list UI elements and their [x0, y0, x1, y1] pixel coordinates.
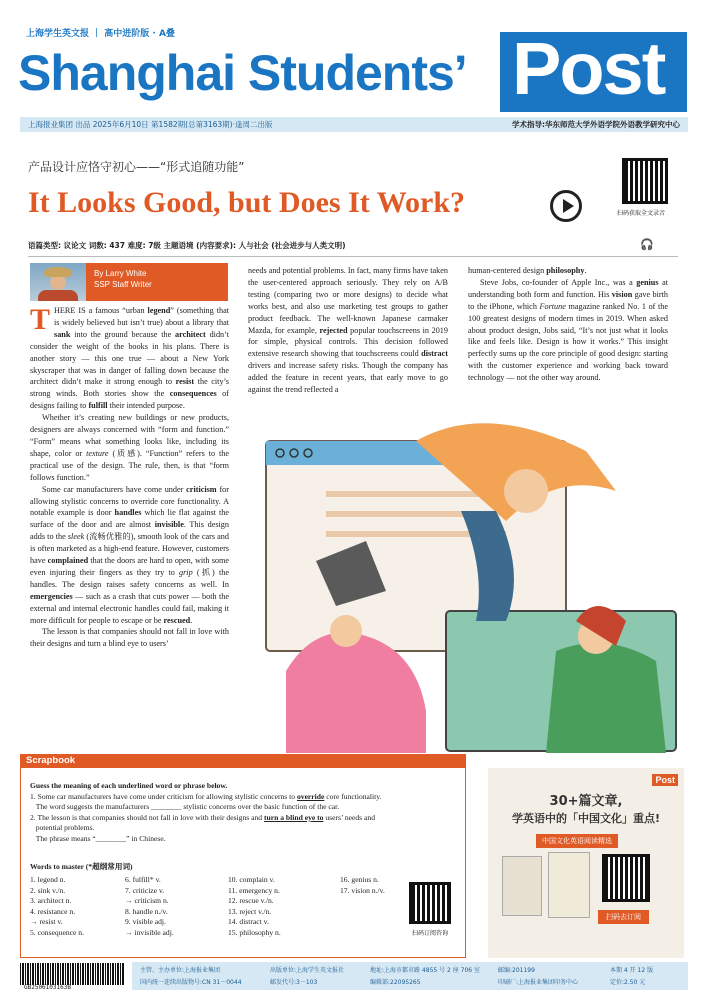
scrapbook-instruction: Guess the meaning of each underlined word or phrase below.: [30, 781, 228, 790]
subscribe-qr-label: 扫码订阅咨询: [412, 930, 449, 937]
play-audio-icon[interactable]: [550, 190, 582, 222]
scrapbook-exercise: Guess the meaning of each underlined word or phrase below. 1. Some car manufacturers have come under criticism for allowing stylistic concerns to override core functionality. The word suggests the manufacturers ________ stylistic concerns over the basic function of the car. 2. The lesson is that companies should not fall in love with their designs and turn a blind eye to users’ needs and potential problems. The phrase means “________” in Chinese.: [30, 781, 460, 845]
ad-qr-code[interactable]: [602, 854, 650, 902]
advertisement[interactable]: [488, 768, 684, 958]
words-column-3: 10. complain v. 11. emergency n. 12. rescue v./n. 13. reject v./n. 14. distract v. 15. philosophy n.: [228, 875, 281, 937]
words-column-4: 16. genius n. 17. vision n./v.: [340, 875, 385, 895]
headphones-icon[interactable]: 🎧: [640, 238, 654, 251]
author-photo: [30, 263, 86, 301]
issue-info: 上海报业集团 出品 2025年6月10日 第1582期(总第3163期)·逢周二出版: [28, 120, 273, 129]
article-meta: 语篇类型: 议论文 词数: 437 难度: 7级 主题语境 (内容要求): 人与社会 (社会进步与人类文明): [28, 241, 346, 250]
divider: [28, 256, 678, 257]
article-kicker: 产品设计应恪守初心——“形式追随功能”: [28, 160, 245, 174]
masthead-top-line: 上海学生英文报 ｜ 高中进阶版 · A叠: [26, 29, 175, 39]
academic-guidance: 学术指导:华东师范大学外语学院外语教学研究中心: [512, 120, 680, 129]
ad-line-2: 学英语中的「中国文化」重点!: [511, 812, 660, 825]
barcode: [20, 963, 124, 985]
words-column-2: 6. fulfill* v. 7. criticize v. → criticism n. 8. handle n./v. 9. visible adj. → invisible adj.: [125, 875, 174, 937]
byline-role: SSP Staff Writer: [94, 280, 152, 289]
barcode-number: GB2506103163B: [24, 984, 71, 991]
article-illustration: [256, 421, 688, 753]
ad-line-1: 30+篇文章,: [549, 794, 623, 809]
article-column-3: human-centered design philosophy. Steve Jobs, co-founder of Apple Inc., was a genius at understanding both form and function. His vision gave birth to the iPhone, which Fortune magazine ranked No. 1 of the 100 greatest designs of modern times in 2019. When asked about product design, Jobs said, “It’s not just what it looks like and feels like. Design is how it works.” This insight perfectly sums up the core principle of good design: starting with the customer experience and working back toward technology — not the other way around.: [468, 266, 669, 383]
words-title: Words to master (*超纲常用词): [30, 862, 133, 871]
article-column-2: needs and potential problems. In fact, many firms have taken the user-centered approach seriously. They rely on A/B testing (comparing two or more designs) to decide what works best, and also use marketing test groups to gather product feedback. The well-known Japanese carmaker Mazda, for example, rejected popular touchscreens in 2019 for simple, physical controls. This decision followed extensive research showing that touchscreens could distract drivers and increase safety risks. Though the company has added the feature in recent years, that early move to go against the trend reflected a: [248, 266, 448, 395]
masthead-post: Post: [512, 27, 665, 110]
ad-banner: 中国文化英语阅读精选: [536, 834, 618, 848]
subscribe-qr-code[interactable]: [409, 882, 451, 924]
footer-info: 主管、主办单位:上海报业集团 国内统一连续出版物号:CN 31－0044 出版单位:上海学生英文报社 邮发代号:3－103 地址:上海市都市路 4855 号 2 座 706 室 编辑部:22095265 邮编:201199 印刷厂:上海报业集团印务中心 本期 4 开 12 版 定价:2.50 元: [132, 962, 688, 990]
issue-info-bar: [20, 117, 688, 132]
audio-qr-code[interactable]: [622, 158, 668, 204]
byline-name: By Larry White: [94, 269, 147, 278]
ad-book-2: [548, 852, 590, 918]
ad-cta[interactable]: 扫码去订阅: [598, 910, 649, 924]
scrapbook-header: Scrapbook: [20, 754, 466, 768]
article-column-1: THERE IS a famous “urban legend” (something that is widely believed but isn’t true) about a library that sank into the ground because the architect didn’t consider the weight of the books in his plans. There is another story — this one true — about a New York skyscraper that was in danger of falling down because the architect didn’t make it strong enough to resist the city’s strong winds. Both stories show the consequences of designs failing to fulfill their intended purpose. Whether it’s creating new buildings or new products, designers are always concerned with “form and function.” “Form” means what something looks like, including its shape, color or texture (质感). “Function” refers to the practical use of the design. The rule, then, is that “form follows function.” Some car manufacturers have come under criticism for allowing stylistic concerns to override core functionality. A notable example is door handles which lie flat against the surface of the door and are almost invisible. This design adds to the sleek (流畅优雅的), smooth look of the cars and is often marketed as a high-end feature. However, customers have complained that the doors are hard to open, with some even injuring their fingers as they try to grip (抓) the handles. The design raises safety concerns as well. In emergencies — such as a crash that cuts power — both the external and internal electronic handles could fail, making it more difficult for people to escape or be rescued. The lesson is that companies should not fall in love with their designs and turn a blind eye to users’: [30, 303, 229, 649]
ad-book-1: [502, 856, 542, 916]
byline: [86, 263, 228, 301]
article-headline: It Looks Good, but Does It Work?: [28, 186, 466, 219]
masthead-title: Shanghai Students’: [18, 45, 467, 101]
words-column-1: 1. legend n. 2. sink v./n. 3. architect n. 4. resistance n. → resist v. 5. consequence n.: [30, 875, 84, 937]
ad-post-logo: Post: [652, 774, 678, 786]
audio-qr-label: 扫码获取全文录音: [617, 210, 666, 217]
